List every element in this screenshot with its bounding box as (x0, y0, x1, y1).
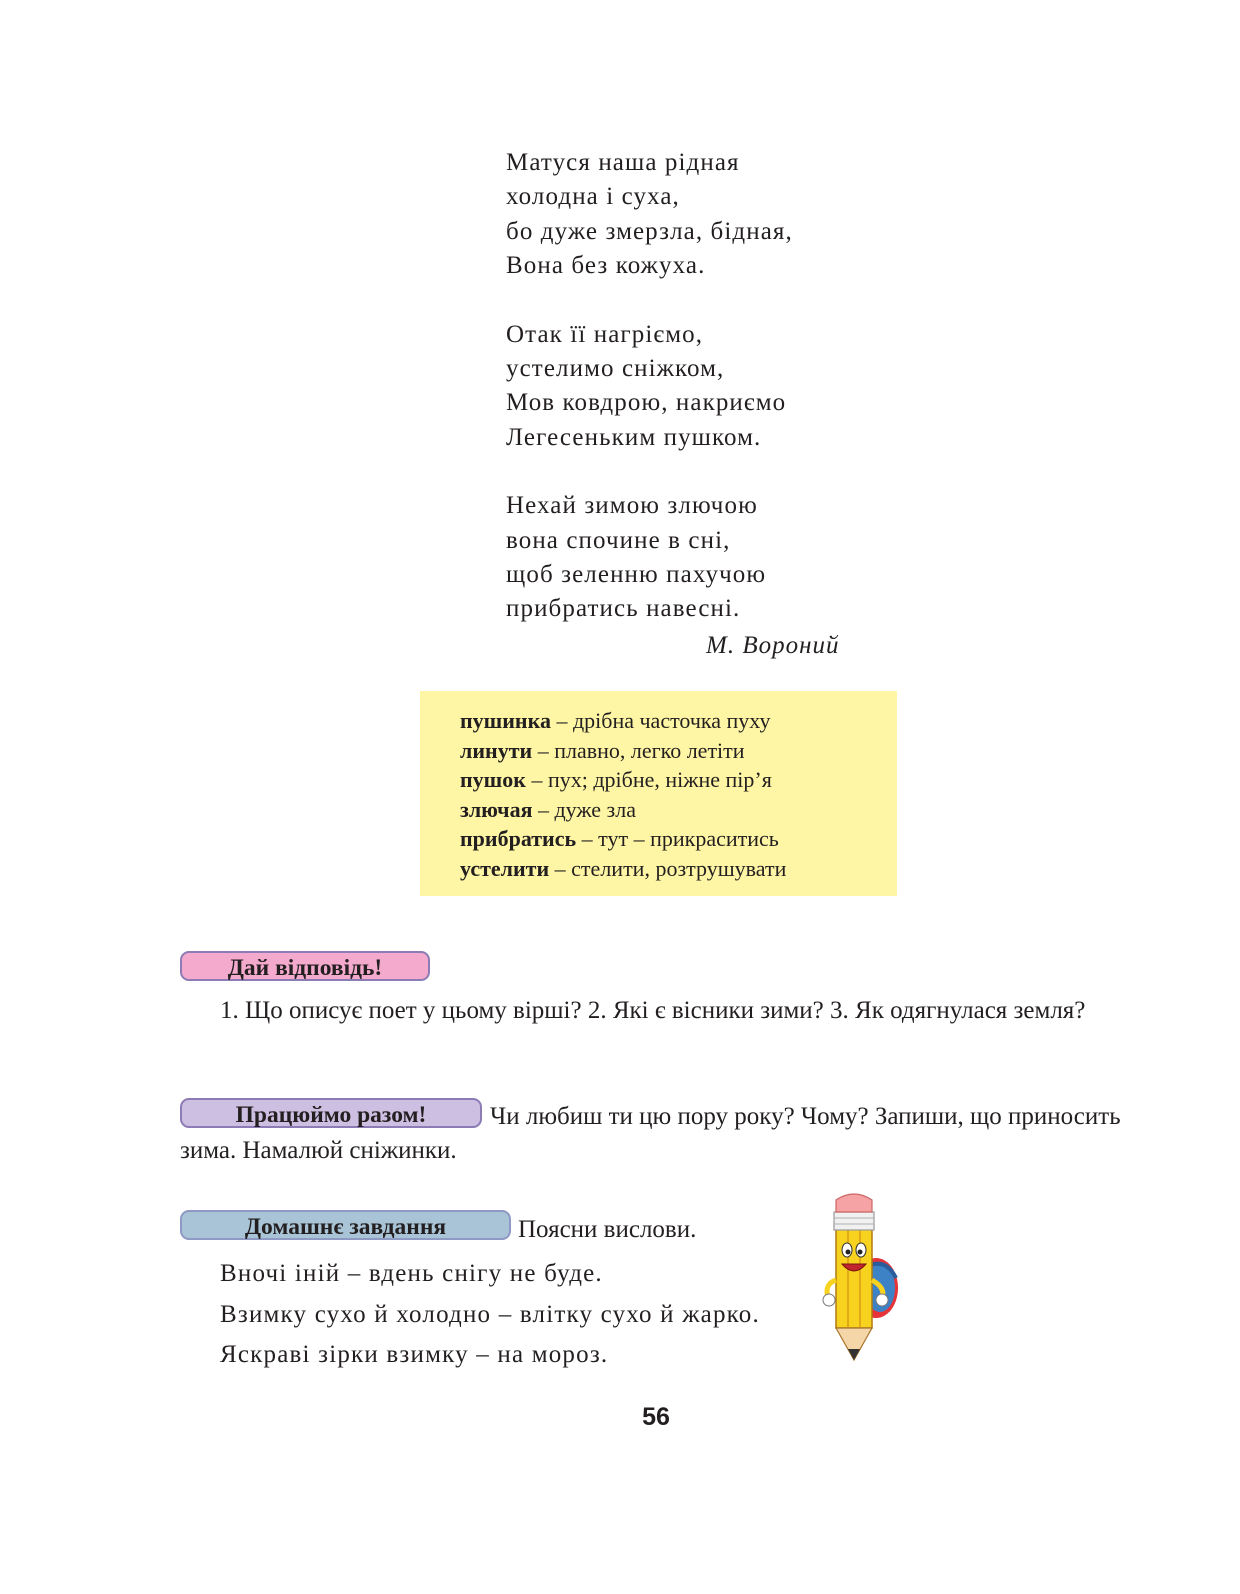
poem-line: прибратись навесні. (506, 595, 741, 623)
glossary-term: устелити (460, 855, 550, 881)
glossary-definition: – дрібна часточка пуху (550, 708, 771, 733)
glossary-entry (460, 854, 786, 884)
questions-content: 1. Що описує поет у цьому вірші? 2. Які є вісники зими? 3. Як одягнулася земля? (220, 997, 1086, 1024)
poem-line: холодна і суха, (506, 183, 680, 211)
glossary-term: линути (460, 737, 533, 763)
glossary-definition: – тут – прикраситись (576, 826, 779, 852)
glossary-entry (460, 824, 786, 854)
together-tag: Працюймо разом! (180, 1098, 482, 1128)
glossary-definition: – стелити, розтрушувати (549, 855, 787, 881)
poem-line: Мов ковдрою, накриємо (506, 389, 787, 417)
answer-tag: Дай відповідь! (180, 951, 430, 981)
glossary-entry (460, 765, 786, 795)
glossary-entry (460, 706, 786, 736)
poem-author: М. Вороний (706, 632, 840, 659)
saying-line: Вночі іній – вдень снігу не буде. (220, 1260, 603, 1287)
questions-text (180, 994, 1135, 1028)
glossary-entry (460, 795, 786, 825)
glossary-term: злючая (460, 796, 533, 822)
glossary-definition: – пух; дрібне, ніжне пір’я (525, 767, 772, 793)
glossary-entry (460, 736, 786, 766)
poem-line: бо дуже змерзла, бідная, (506, 217, 793, 245)
poem-line: Вона без кожуха. (506, 252, 706, 280)
together-content: Чи любиш ти цю пору року? Чому? Запиши, що приносить зима. Намалюй сніжинки. (180, 1103, 1121, 1164)
glossary-definition: – дуже зла (532, 796, 636, 822)
saying-line: Взимку сухо й холодно – влітку сухо й жарко. (220, 1300, 760, 1328)
poem-line: Отак її нагріємо, (506, 320, 704, 348)
poem-line: вона спочине в сні, (506, 526, 731, 554)
glossary-definition: – плавно, легко летіти (532, 737, 745, 763)
pencil-character-icon (816, 1188, 906, 1366)
homework-text: Поясни вислови. (518, 1216, 697, 1243)
together-text (180, 1100, 1135, 1168)
poem-line: устелимо сніжком, (506, 355, 725, 383)
poem-line: Матуся наша рідная (506, 149, 740, 176)
sayings-list (220, 1254, 760, 1376)
page-number: 56 (642, 1403, 670, 1431)
saying-line: Яскраві зірки взимку – на мороз. (220, 1341, 609, 1368)
glossary-term: прибратись (460, 826, 577, 852)
poem-stanza (506, 318, 926, 456)
glossary-term: пушок (460, 767, 526, 793)
poem-stanza (506, 146, 926, 284)
glossary-list (460, 706, 786, 884)
poem-stanza (506, 489, 926, 627)
poem-line: Нехай зимою злючою (506, 492, 758, 520)
poem (506, 146, 926, 627)
glossary-box (420, 691, 897, 896)
glossary-term: пушинка (460, 708, 551, 733)
homework-tag: Домашнє завдання (180, 1210, 511, 1240)
poem-line: щоб зеленню пахучою (506, 561, 767, 589)
poem-line: Легесеньким пушком. (506, 423, 762, 451)
